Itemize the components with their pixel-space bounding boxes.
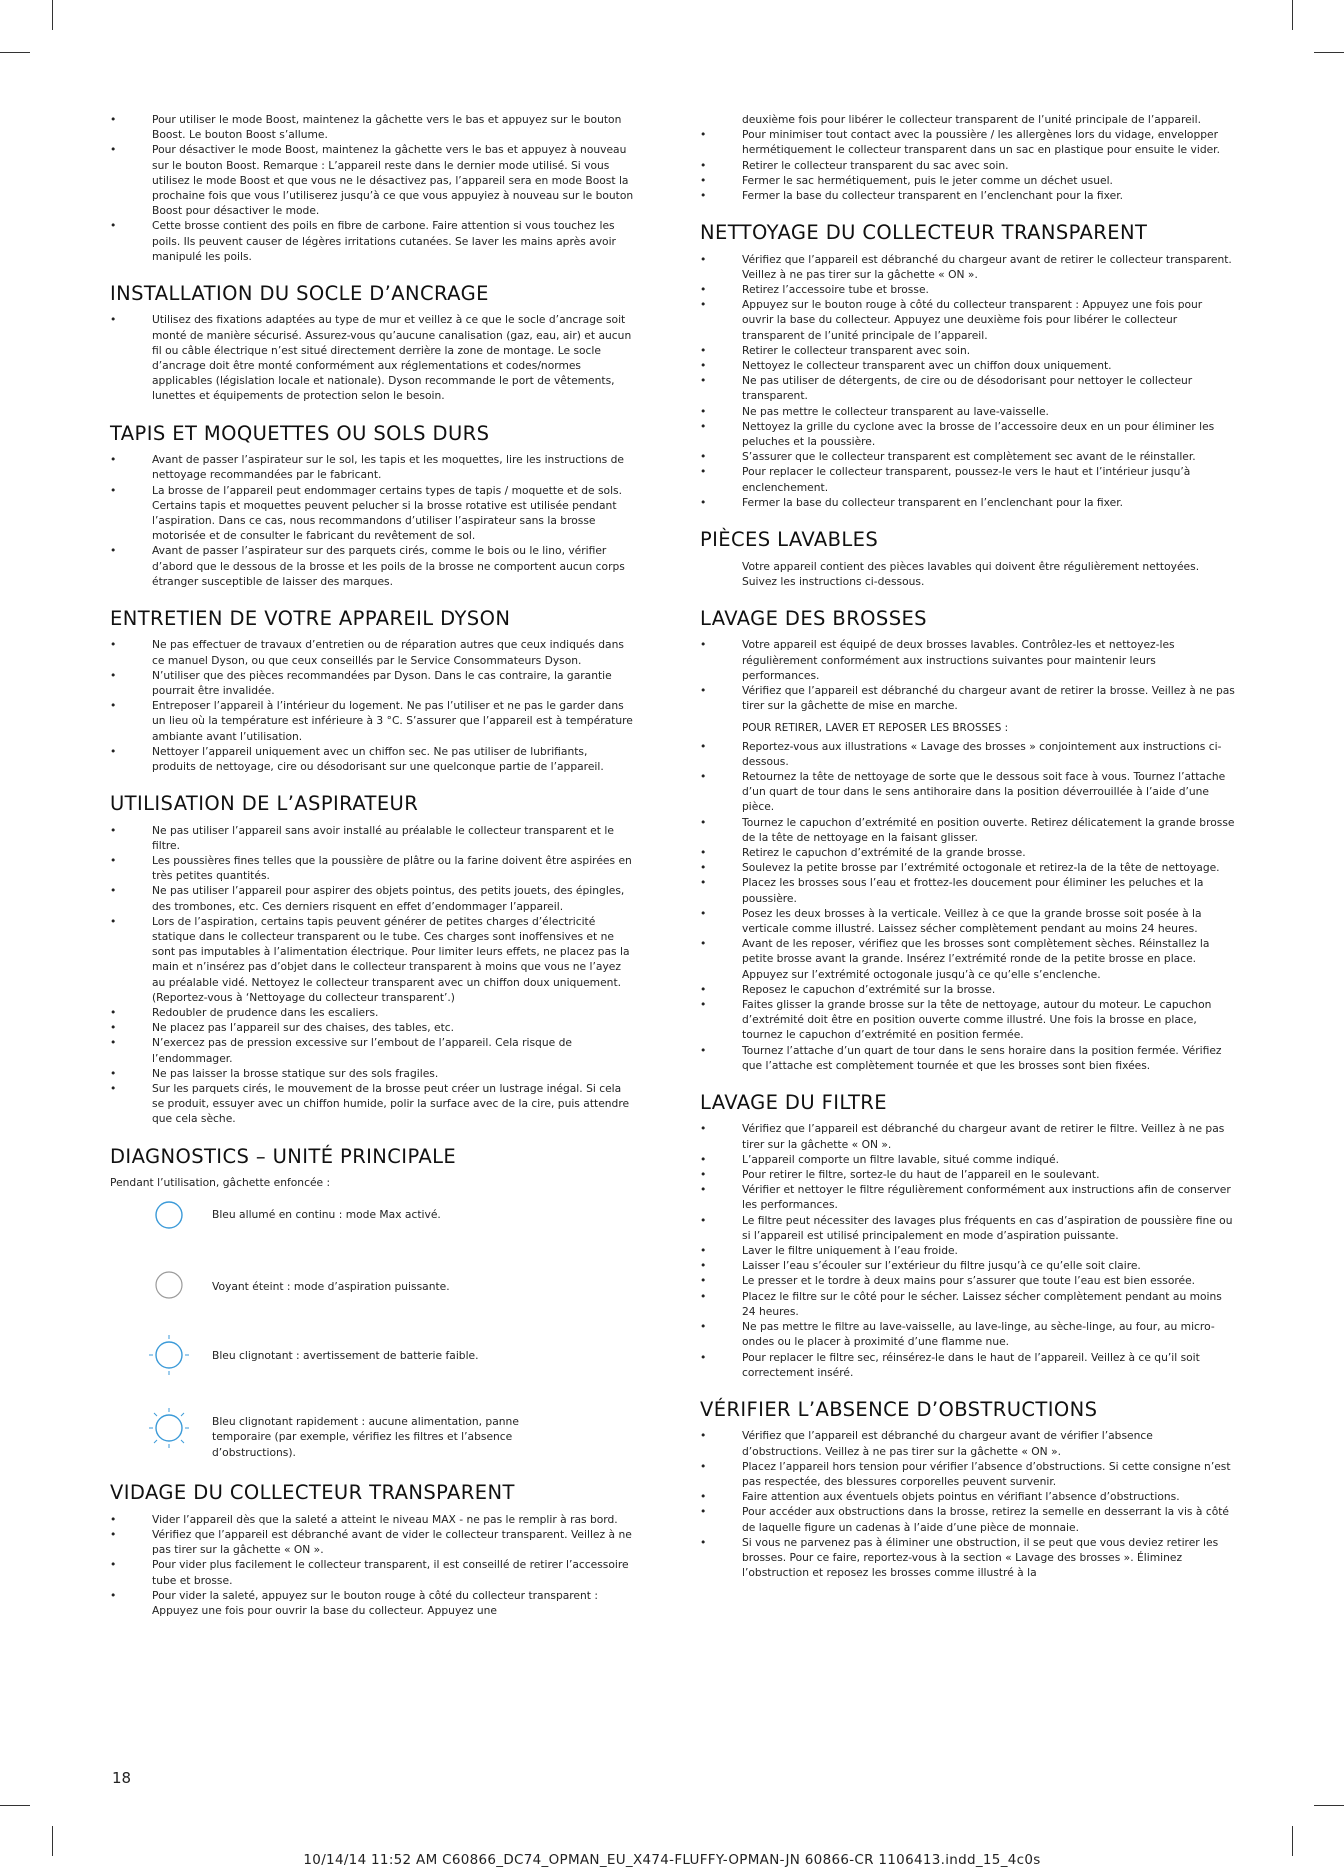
crop-mark <box>1314 1805 1344 1806</box>
list-item: • Cette brosse contient des poils en fibre de carbone. Faire attention si vous touchez les poils. Ils peuvent causer de légères irritations cutanées. Se laver les mains après avoir manipulé les poils. <box>110 218 634 264</box>
list-item: • Les poussières fines telles que la poussière de plâtre ou la farine doivent être aspirées en très petites quantités. <box>110 853 634 883</box>
list-item: • Vérifiez que l’appareil est débranché du chargeur avant de retirer le collecteur transparent. Veillez à ne pas tirer sur la gâchette « ON ». <box>700 252 1235 282</box>
section-title-vidage: VIDAGE DU COLLECTEUR TRANSPARENT <box>110 1481 515 1505</box>
list-item: • Utilisez des fixations adaptées au type de mur et veillez à ce que le socle d’ancrage soit monté de manière sécurisé. Assurez-vous qu’aucune canalisation (gaz, eau, air) et aucun fil ou câble électrique n’est situé directement derrière la zone de montage. Le socle d’ancrage doit être monté conformément aux réglementations et codes/normes applicables (législation locale et nationale). Dyson recommande le port de vêtements, lunettes et équipements de protection selon le besoin. <box>110 312 634 403</box>
list-item: • Vérifiez que l’appareil est débranché avant de vider le collecteur transparent. Veillez à ne pas tirer sur la gâchette « ON ». <box>110 1527 634 1557</box>
led-off-icon <box>152 1268 186 1302</box>
tapis-list <box>110 452 634 589</box>
list-item: • Fermer la base du collecteur transparent en l’enclenchant pour la fixer. <box>700 495 1235 510</box>
nettoyage-list <box>700 252 1235 510</box>
list-item: • Pour désactiver le mode Boost, maintenez la gâchette vers le bas et appuyez à nouveau sur le bouton Boost. Remarque : L’appareil reste dans le dernier mode utilisé. Si vous utilisez le mode Boost et que vous ne le désactivez pas, l’appareil sera en mode Boost la prochaine fois que vous l’utiliserez jusqu’à ce que vous appuyiez à nouveau sur le bouton Boost pour désactiver le mode. <box>110 142 634 218</box>
list-item: • Nettoyer l’appareil uniquement avec un chiffon sec. Ne pas utiliser de lubrifiants, produits de nettoyage, cire ou désodorisant sur une quelconque partie de l’appareil. <box>110 744 634 774</box>
filtre-list <box>700 1121 1235 1379</box>
list-item: • Avant de passer l’aspirateur sur des parquets cirés, comme le bois ou le lino, vérifier d’abord que le dessous de la brosse et les poils de la brosse ne comportent aucun corps étranger susceptible de laisser des marques. <box>110 543 634 589</box>
page-number: 18 <box>112 1769 132 1787</box>
diagnostic-label: Bleu clignotant rapidement : aucune alimentation, panne temporaire (par exemple, vérifiez les filtres et l’absence d’obstructions). <box>212 1415 519 1459</box>
brosses-list <box>700 637 1235 713</box>
list-item: • Redoubler de prudence dans les escaliers. <box>110 1005 634 1020</box>
list-item: • Pour vider la saleté, appuyez sur le bouton rouge à côté du collecteur transparent : Appuyez une fois pour ouvrir la base du collecteur. Appuyez une <box>110 1588 634 1618</box>
list-item: • Tournez l’attache d’un quart de tour dans le sens horaire dans la position fermée. Vérifiez que l’attache est complètement tournée et que les brosses sont bien fixées. <box>700 1043 1235 1073</box>
list-item: • Retirez le capuchon d’extrémité de la grande brosse. <box>700 845 1235 860</box>
list-item: • Ne pas effectuer de travaux d’entretien ou de réparation autres que ceux indiqués dans ce manuel Dyson, ou que ceux conseillés par le Service Consommateurs Dyson. <box>110 637 634 667</box>
list-item: • Nettoyez la grille du cyclone avec la brosse de l’accessoire deux en un pour éliminer les peluches et la poussière. <box>700 419 1235 449</box>
list-item: • Vider l’appareil dès que la saleté a atteint le niveau MAX - ne pas le remplir à ras bord. <box>110 1512 634 1527</box>
list-item: • Avant de passer l’aspirateur sur le sol, les tapis et les moquettes, lire les instructions de nettoyage recommandées par le fabricant. <box>110 452 634 482</box>
list-item: • Ne pas mettre le collecteur transparent au lave-vaisselle. <box>700 404 1235 419</box>
list-item: • Tournez le capuchon d’extrémité en position ouverte. Retirez délicatement la grande brosse de la tête de nettoyage en la faisant glisser. <box>700 815 1235 845</box>
list-item: • Vérifier et nettoyer le filtre régulièrement conformément aux instructions afin de conserver les performances. <box>700 1182 1235 1212</box>
print-slug: 10/14/14 11:52 AM C60866_DC74_OPMAN_EU_X474-FLUFFY-OPMAN-JN 60866-CR 1106413.indd_15_4c0s <box>303 1852 1041 1868</box>
list-item: • Soulevez la petite brosse par l’extrémité octogonale et retirez-la de la tête de nettoyage. <box>700 860 1235 875</box>
section-title-utilisation: UTILISATION DE L’ASPIRATEUR <box>110 792 419 816</box>
entretien-list <box>110 637 634 774</box>
vidage-continued: deuxième fois pour libérer le collecteur transparent de l’unité principale de l’appareil. <box>742 113 1202 126</box>
diagnostic-state-flashing <box>152 1338 634 1408</box>
brosses-steps <box>700 739 1235 1073</box>
diagnostic-state-solid <box>152 1198 634 1268</box>
section-title-brosses: LAVAGE DES BROSSES <box>700 606 927 630</box>
list-item: • Fermer le sac hermétiquement, puis le jeter comme un déchet usuel. <box>700 173 1235 188</box>
list-item: • Reportez-vous aux illustrations « Lavage des brosses » conjointement aux instructions ci-dessous. <box>700 739 1235 769</box>
obstructions-list <box>700 1428 1235 1580</box>
section-title-obstructions: VÉRIFIER L’ABSENCE D’OBSTRUCTIONS <box>700 1397 1098 1421</box>
diagnostic-state-off <box>152 1268 634 1338</box>
section-title-installation: INSTALLATION DU SOCLE D’ANCRAGE <box>110 282 489 306</box>
list-item: • Nettoyez le collecteur transparent avec un chiffon doux uniquement. <box>700 358 1235 373</box>
section-title-diagnostics: DIAGNOSTICS – UNITÉ PRINCIPALE <box>110 1144 457 1168</box>
list-item: • Avant de les reposer, vérifiez que les brosses sont complètement sèches. Réinstallez la petite brosse avant la grande. Insérez l’extrémité ronde de la petite brosse en place. Appuyez sur l’extrémité octogonale jusqu’à ce qu’elle s’enclenche. <box>700 936 1235 982</box>
list-item: • Ne pas utiliser l’appareil pour aspirer des objets pointus, des petits jouets, des épingles, des trombones, etc. Ces derniers risquent en effet d’endommager l’appareil. <box>110 883 634 913</box>
list-item: • Vérifiez que l’appareil est débranché du chargeur avant de retirer le filtre. Veillez à ne pas tirer sur la gâchette « ON ». <box>700 1121 1235 1151</box>
list-item: • Pour replacer le filtre sec, réinsérez-le dans le haut de l’appareil. Veillez à ce qu’il soit correctement inséré. <box>700 1350 1235 1380</box>
diagnostic-label: Voyant éteint : mode d’aspiration puissante. <box>212 1280 450 1294</box>
list-item: • Pour minimiser tout contact avec la poussière / les allergènes lors du vidage, envelopper hermétiquement le collecteur transparent dans un sac en plastique pour ensuite le vider. <box>700 127 1235 157</box>
crop-mark <box>0 1805 30 1806</box>
list-item: • Ne placez pas l’appareil sur des chaises, des tables, etc. <box>110 1020 634 1035</box>
vidage-cont-list <box>700 127 1235 203</box>
left-column <box>110 112 634 1637</box>
list-item: • Pour utiliser le mode Boost, maintenez la gâchette vers le bas et appuyez sur le bouton Boost. Le bouton Boost s’allume. <box>110 112 634 142</box>
list-item: • Retournez la tête de nettoyage de sorte que le dessous soit face à vous. Tournez l’attache d’un quart de tour dans le sens antihoraire dans la position déverrouillée à l’aide d’une pièce. <box>700 769 1235 815</box>
list-item: • Ne pas laisser la brosse statique sur des sols fragiles. <box>110 1066 634 1081</box>
list-item: • Laisser l’eau s’écouler sur l’extérieur du filtre jusqu’à ce qu’elle soit claire. <box>700 1258 1235 1273</box>
brosses-subheading: POUR RETIRER, LAVER ET REPOSER LES BROSSES : <box>742 722 1009 735</box>
crop-mark <box>1292 0 1293 30</box>
list-item: • Le filtre peut nécessiter des lavages plus fréquents en cas d’aspiration de poussière fine ou si l’appareil est utilisé principalement en mode d’aspiration puissante. <box>700 1213 1235 1243</box>
list-item: • N’utiliser que des pièces recommandées par Dyson. Dans le cas contraire, la garantie pourrait être invalidée. <box>110 668 634 698</box>
list-item: • Vérifiez que l’appareil est débranché du chargeur avant de retirer la brosse. Veillez à ne pas tirer sur la gâchette de mise en marche. <box>700 683 1235 713</box>
list-item: • Ne pas mettre le filtre au lave-vaisselle, au lave-linge, au sèche-linge, au four, au micro-ondes ou le placer à proximité d’une flamme nue. <box>700 1319 1235 1349</box>
led-solid-blue-icon <box>152 1198 186 1232</box>
list-item: • Fermer la base du collecteur transparent en l’enclenchant pour la fixer. <box>700 188 1235 203</box>
led-fast-flashing-blue-icon <box>147 1406 191 1450</box>
diagnostic-label: Bleu allumé en continu : mode Max activé. <box>212 1208 441 1222</box>
list-item: • Lors de l’aspiration, certains tapis peuvent générer de petites charges d’électricité statique dans le collecteur transparent ou le tube. Ces charges sont inoffensives et ne sont pas imputables à l’alimentation électrique. Pour limiter leurs effets, ne placez pas la main et n’insérez pas d’objet dans le collecteur transparent à moins que vous ne l’ayez au préalable vidé. Nettoyez le collecteur transparent avec un chiffon doux uniquement. (Reportez-vous à ‘Nettoyage du collecteur transparent’.) <box>110 914 634 1005</box>
vidage-list <box>110 1512 634 1618</box>
diagnostic-label: Bleu clignotant : avertissement de batterie faible. <box>212 1349 479 1363</box>
list-item: • Retirer le collecteur transparent avec soin. <box>700 343 1235 358</box>
list-item: • Pour accéder aux obstructions dans la brosse, retirez la semelle en desserrant la vis à côté de laquelle figure un cadenas à l’aide d’une pièce de monnaie. <box>700 1504 1235 1534</box>
section-title-pieces: PIÈCES LAVABLES <box>700 528 879 552</box>
list-item: • Pour replacer le collecteur transparent, poussez-le vers le haut et l’intérieur jusqu’à enclenchement. <box>700 464 1235 494</box>
diagnostics-intro: Pendant l’utilisation, gâchette enfoncée : <box>110 1176 331 1190</box>
list-item: • Votre appareil est équipé de deux brosses lavables. Contrôlez-les et nettoyez-les régulièrement conformément aux instructions suivantes pour maintenir leurs performances. <box>700 637 1235 683</box>
list-item: • Laver le filtre uniquement à l’eau froide. <box>700 1243 1235 1258</box>
list-item: • Le presser et le tordre à deux mains pour s’assurer que toute l’eau est bien essorée. <box>700 1273 1235 1288</box>
list-item: • Faire attention aux éventuels objets pointus en vérifiant l’absence d’obstructions. <box>700 1489 1235 1504</box>
list-item: • Sur les parquets cirés, le mouvement de la brosse peut créer un lustrage inégal. Si cela se produit, essuyer avec un chiffon humide, polir la surface avec de la cire, puis attendre que cela sèche. <box>110 1081 634 1127</box>
pieces-text: Votre appareil contient des pièces lavables qui doivent être régulièrement nettoyées. Suivez les instructions ci-dessous. <box>742 559 1200 588</box>
led-flashing-blue-icon <box>147 1333 191 1377</box>
list-item: • Si vous ne parvenez pas à éliminer une obstruction, il se peut que vous deviez retirer les brosses. Pour ce faire, reportez-vous à la section « Lavage des brosses ». Éliminez l’obstruction et reposez les brosses comme illustré à la <box>700 1535 1235 1581</box>
list-item: • Pour vider plus facilement le collecteur transparent, il est conseillé de retirer l’accessoire tube et brosse. <box>110 1557 634 1587</box>
crop-mark <box>1314 52 1344 53</box>
right-column <box>700 112 1235 1599</box>
section-title-entretien: ENTRETIEN DE VOTRE APPAREIL DYSON <box>110 606 511 630</box>
list-item: • N’exercez pas de pression excessive sur l’embout de l’appareil. Cela risque de l’endommager. <box>110 1035 634 1065</box>
list-item: • Pour retirer le filtre, sortez-le du haut de l’appareil en le soulevant. <box>700 1167 1235 1182</box>
list-item: • Placez le filtre sur le côté pour le sécher. Laissez sécher complètement pendant au moins 24 heures. <box>700 1289 1235 1319</box>
list-item: • Placez les brosses sous l’eau et frottez-les doucement pour éliminer les peluches et la poussière. <box>700 875 1235 905</box>
crop-mark <box>52 0 53 30</box>
list-item: • Retirer le collecteur transparent du sac avec soin. <box>700 158 1235 173</box>
list-item: • Reposez le capuchon d’extrémité sur la brosse. <box>700 982 1235 997</box>
section-title-nettoyage: NETTOYAGE DU COLLECTEUR TRANSPARENT <box>700 221 1148 245</box>
list-item: • L’appareil comporte un filtre lavable, situé comme indiqué. <box>700 1152 1235 1167</box>
diagnostic-state-fast-flashing <box>152 1408 634 1480</box>
list-item: • Faites glisser la grande brosse sur la tête de nettoyage, autour du moteur. Le capuchon d’extrémité doit être en position ouverte comme illustré. Une fois la brosse en place, tournez le capuchon d’extrémité en position fermée. <box>700 997 1235 1043</box>
list-item: • Appuyez sur le bouton rouge à côté du collecteur transparent : Appuyez une fois pour ouvrir la base du collecteur. Appuyez une deuxième fois pour libérer le collecteur transparent de l’unité principale de l’appareil. <box>700 297 1235 343</box>
crop-mark <box>0 52 30 53</box>
utilisation-list <box>110 823 634 1127</box>
list-item: • Retirez l’accessoire tube et brosse. <box>700 282 1235 297</box>
list-item: • Vérifiez que l’appareil est débranché du chargeur avant de vérifier l’absence d’obstructions. Veillez à ne pas tirer sur la gâchette « ON ». <box>700 1428 1235 1458</box>
list-item: • Entreposer l’appareil à l’intérieur du logement. Ne pas l’utiliser et ne pas le garder dans un lieu où la température est inférieure à 3 °C. S’assurer que l’appareil est à température ambiante avant l’utilisation. <box>110 698 634 744</box>
section-title-filtre: LAVAGE DU FILTRE <box>700 1091 887 1115</box>
list-item: • Ne pas utiliser l’appareil sans avoir installé au préalable le collecteur transparent et le filtre. <box>110 823 634 853</box>
list-item: • Placez l’appareil hors tension pour vérifier l’absence d’obstructions. Si cette consigne n’est pas respectée, des blessures corporelles peuvent survenir. <box>700 1459 1235 1489</box>
section-title-tapis: TAPIS ET MOQUETTES OU SOLS DURS <box>110 421 490 445</box>
list-item: • Posez les deux brosses à la verticale. Veillez à ce que la grande brosse soit posée à la verticale comme illustré. Laissez sécher complètement pendant au moins 24 heures. <box>700 906 1235 936</box>
list-item: • S’assurer que le collecteur transparent est complètement sec avant de le réinstaller. <box>700 449 1235 464</box>
list-item: • La brosse de l’appareil peut endommager certains types de tapis / moquette et de sols. Certains tapis et moquettes peuvent pelucher si la brosse rotative est utilisée pendant l’aspiration. Dans ce cas, nous recommandons d’utiliser l’aspirateur sans la brosse motorisée et de consulter le fabricant du revêtement de sol. <box>110 483 634 544</box>
boost-list <box>110 112 634 264</box>
installation-list <box>110 312 634 403</box>
list-item: • Ne pas utiliser de détergents, de cire ou de désodorisant pour nettoyer le collecteur transparent. <box>700 373 1235 403</box>
